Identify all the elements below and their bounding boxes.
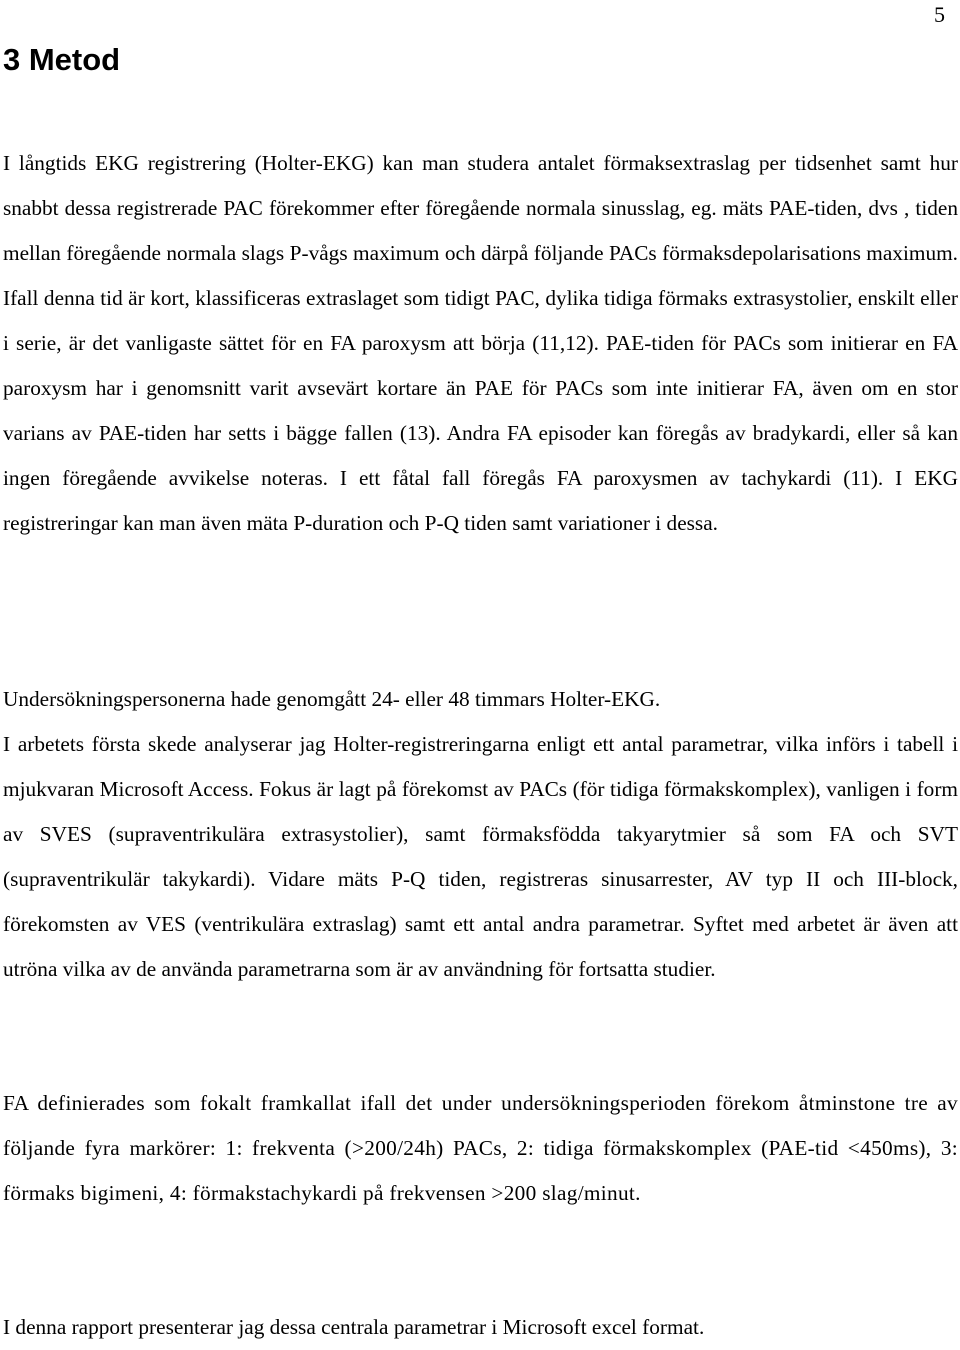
- paragraph-subjects: Undersökningspersonerna hade genomgått 24- eller 48 timmars Holter-EKG.: [3, 687, 661, 711]
- paragraph-fa-definition: FA definierades som fokalt framkallat ifall det under undersökningsperioden förekom åtminstone tre av följande fyra markörer: 1: frekventa (>200/24h) PACs, 2: tidiga förmakskomplex (PAE-tid <450ms), 3: förmaks bigimeni, 4: förmakstachykardi på frekvensen >200 slag/minut.: [3, 1091, 958, 1205]
- paragraph-holter-intro: I långtids EKG registrering (Holter-EKG) kan man studera antalet förmaksextraslag per tidsenhet samt hur snabbt dessa registrerade PAC förekommer efter föregående normala sinusslag, eg. mäts PAE-tiden, dvs , tiden mellan föregående normala slags P-vågs maximum och därpå följande PACs förmaksdepolarisations maximum. Ifall denna tid är kort, klassificeras extraslaget som tidigt PAC, dylika tidiga förmaks extrasystolier, enskilt eller i serie, är det vanligaste sättet för en FA paroxysm att börja (11,12). PAE-tiden för PACs som initierar en FA paroxysm har i genomsnitt varit avsevärt kortare än PAE för PACs som inte initierar FA, även om en stor varians av PAE-tiden har setts i bägge fallen (13). Andra FA episoder kan föregås av bradykardi, eller så kan ingen föregående avvikelse noteras. I ett fåtal fall föregås FA paroxysmen av tachykardi (11). I EKG registreringar kan man även mäta P-duration och P-Q tiden samt variationer i dessa.: [3, 151, 958, 535]
- paragraph-analysis: I arbetets första skede analyserar jag Holter-registreringarna enligt ett antal parametrar, vilka införs i tabell i mjukvaran Microsoft Access. Fokus är lagt på förekomst av PACs (för tidiga förmakskomplex), vanligen i form av SVES (supraventrikulära extrasystolier), samt förmaksfödda takyarytmier så som FA och SVT (supraventrikulär takykardi). Vidare mäts P-Q tiden, registreras sinusarrester, AV typ II och III-block, förekomsten av VES (ventrikulära extraslag) samt ett antal andra parametrar. Syftet med arbetet är även att utröna vilka av de använda parametrarna som är av användning för fortsatta studier.: [3, 732, 958, 981]
- paragraph-report-format: I denna rapport presenterar jag dessa centrala parametrar i Microsoft excel format.: [3, 1315, 705, 1339]
- section-heading: 3 Metod: [3, 42, 121, 77]
- page-number: 5: [934, 2, 945, 27]
